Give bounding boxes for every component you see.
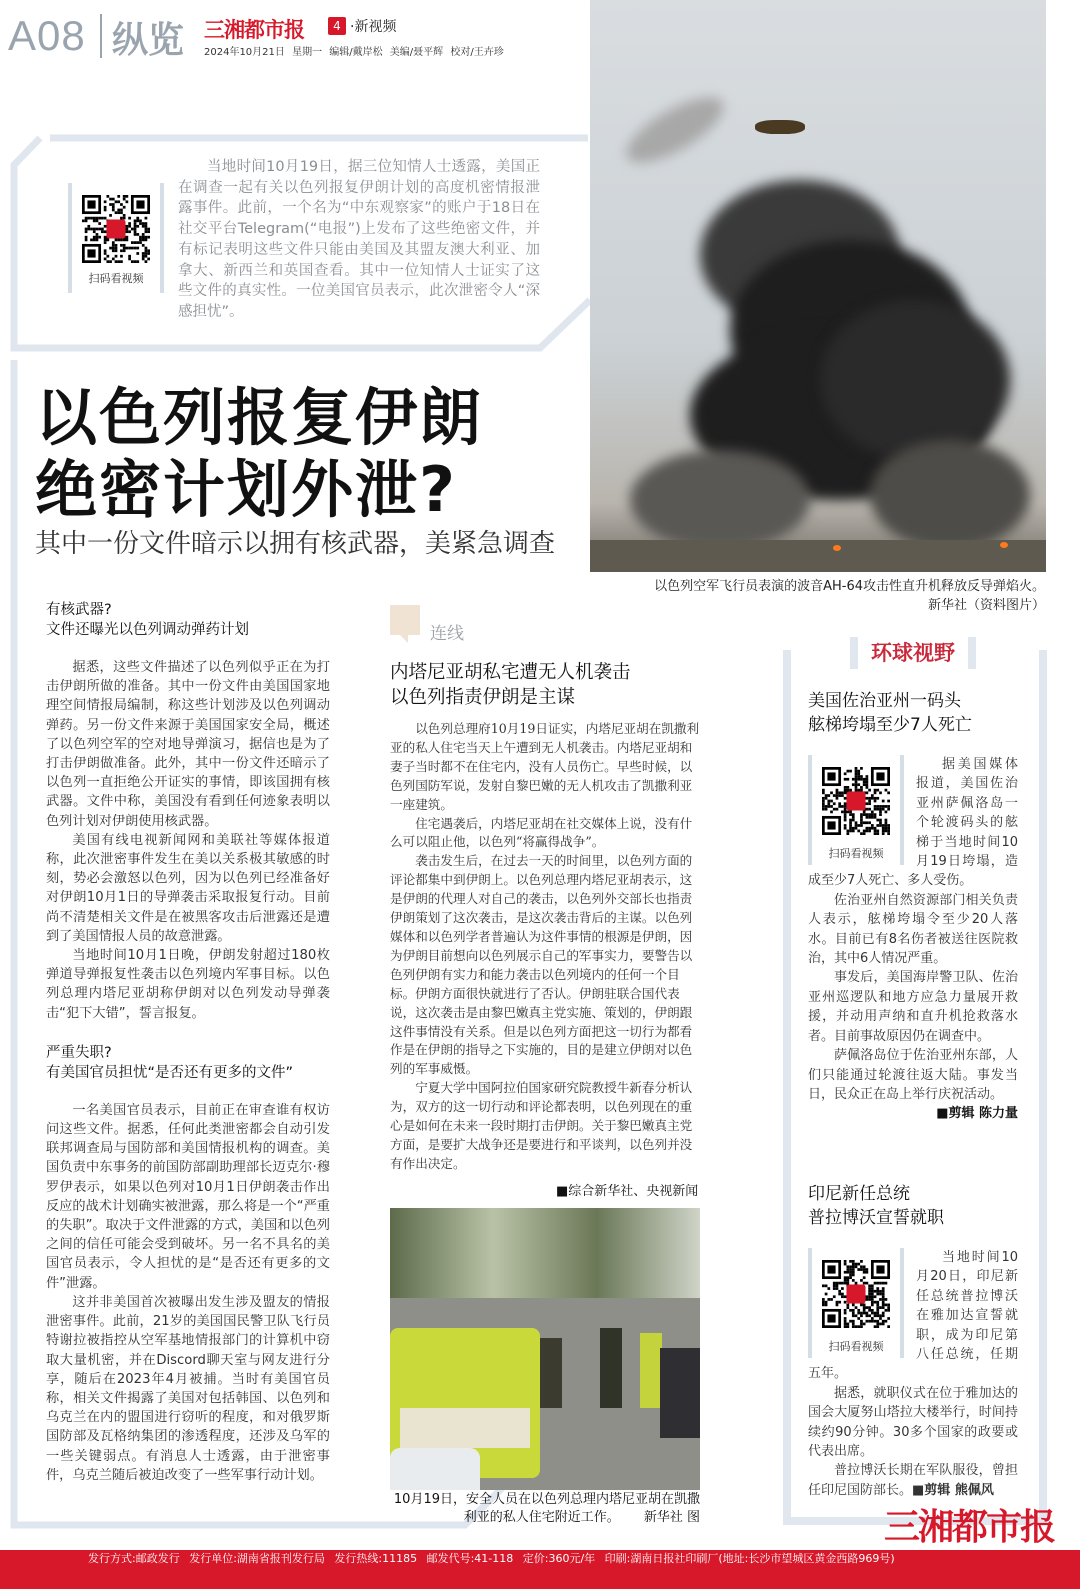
paragraph: 以色列总理府10月19日证实，内塔尼亚胡在凯撒利亚的私人住宅当天上午遭到无人机袭击。内塔尼亚胡和妻子当时都不在住宅内，没有人员伤亡。早些时候，以色列国防军说，发射自黎巴嫩的无人机攻击了凯撒利亚一座建筑。 [390, 721, 700, 812]
paragraph: 佐治亚州自然资源部门相关负责人表示，舷梯垮塌令至少20人落水。目前已有8名伤者被送往医院救治，其中6人情况严重。 [808, 892, 1018, 967]
story-title-line: 美国佐治亚州一码头 [808, 691, 961, 711]
story-title-line: 舷梯垮塌至少7人死亡 [808, 714, 972, 735]
paragraph: 宁夏大学中国阿拉伯国家研究院教授牛新春分析认为，双方的这一切行动和评论都表明，以色列现在的重心是如何在未来一段时期打击伊朗。关于黎巴嫩真主党方面，是要扩大战争还是要进行和平谈判，以色列并没有作出决定。 [390, 1080, 693, 1171]
world-story-1 [808, 690, 1018, 1124]
publication-info-bar: 发行方式:邮政发行 发行单位:湖南省报刊发行局 发行热线:11185 邮发代号:41-118 定价:360元/年 印刷:湖南日报社印刷厂(地址:长沙市望城区黄金西路969号) [0, 1550, 1080, 1589]
subheadline: 其中一份文件暗示以拥有核武器，美紧急调查 [35, 529, 556, 559]
paragraph: 住宅遇袭后，内塔尼亚胡在社交媒体上说，没有什么可以阻止他，以色列“将赢得战争”。 [390, 815, 693, 850]
helicopter-flares-photo [590, 0, 1046, 572]
headline-line-2: 绝密计划外泄? [35, 453, 457, 526]
paragraph: 袭击发生后，在过去一天的时间里，以色列方面的评论都集中到伊朗上。以色列总理内塔尼亚胡表示，这是伊朗的代理人对自己的袭击，以色列外交部长也指责伊朗策划了这次袭击，是这次袭击背后的主谋。以色列媒体和以色列学者普遍认为这件事情的根源是伊朗，因为伊朗目前想向以色列展示自己的军事实力，要警告以色列伊朗有实力和能力袭击以色列境内的任何一个目标。伊朗方面很快就进行了否认。伊朗驻联合国代表说，这次袭击是由黎巴嫩真主党实施、策划的，伊朗跟这件事情没有关系。但是以色列方面把这一切行为都看作是在伊朗的指导之下实施的，目的是建立伊朗对以色列的军事威慑。 [390, 853, 693, 1077]
related-headline-line: 以色列指责伊朗是主谋 [390, 687, 576, 708]
lead-paragraph: 当地时间10月19日，据三位知情人士透露，美国正在调查一起有关以色列报复伊朗计划的高度机密情报泄露事件。此前，一个名为“中东观察家”的账户于18日在社交平台Telegram(“电报”)上发布了这些绝密文件，并有标记表明这些文件只能由美国及其盟友澳大利亚、加拿大、新西兰和英国查看。其中一位知情人士证实了这些文件的真实性。一位美国官员表示，此次泄密令人“深感担忧”。 [178, 159, 540, 320]
paragraph-text: 普拉博沃长期在军队服役，曾担任印尼国防部长。 [808, 1463, 1018, 1498]
video-brand: ·新视频 [350, 19, 397, 35]
top-photo-caption [600, 577, 1045, 615]
byline: ■剪辑 陈力量 [936, 1106, 1018, 1122]
source-credit: ■综合新华社、央视新闻 [556, 1184, 699, 1199]
section-name: 纵览 [112, 20, 185, 61]
qr-label: 扫码看视频 [828, 847, 884, 861]
related-headline [390, 660, 631, 710]
qr-code-icon [822, 1260, 890, 1328]
paragraph: 当地时间10月20日，印尼新任总统普拉博沃在雅加达宣誓就职，成为印尼第八任总统，任期五年。 [808, 1250, 1018, 1382]
paragraph: 事发后，美国海岸警卫队、佐治亚州巡逻队和地方应急力量展开救援，并动用声纳和直升机抢救落水者。目前事故原因仍在调查中。 [808, 970, 1018, 1044]
section-heading [46, 600, 330, 640]
story-2-qr-block[interactable] [808, 1248, 904, 1358]
qr-code-icon [82, 195, 150, 263]
story-1-qr-block[interactable] [808, 755, 904, 865]
byline: ■剪辑 熊佩风 [912, 1482, 994, 1498]
lead-qr-block[interactable] [68, 183, 164, 293]
speech-bubble-icon [390, 605, 420, 635]
story-title [808, 1183, 1018, 1230]
helicopter [755, 120, 805, 134]
paragraph: 据悉，就职仪式在位于雅加达的国会大厦努山塔拉大楼举行，时间持续约90分钟。30多个国家的政要或代表出席。 [808, 1385, 1018, 1460]
related-tag: 连线 [430, 624, 464, 644]
paragraph: 当地时间10月1日晚，伊朗发射超过180枚弹道导弹报复性袭击以色列境内军事目标。以色列总理内塔尼亚胡称伊朗对以色列发动导弹袭击“犯下大错”，誓言报复。 [46, 948, 330, 1021]
paragraph: 一名美国官员表示，目前正在审查谁有权访问这些文件。据悉，任何此类泄密都会自动引发联邦调查局与国防部和美国情报机构的调查。美国负责中东事务的前国防部副助理部长迈克尔·穆罗伊表示，如果以色列对10月1日伊朗袭击作出反应的战术计划确实被泄露，那么将是一个“严重的失职”。取决于文件泄露的方式，美国和以色列之间的信任可能会受到破坏。另一名不具名的美国官员表示，令人担忧的是“是否还有更多的文件”泄露。 [46, 1102, 330, 1291]
main-headline [35, 382, 483, 526]
qr-label: 扫码看视频 [88, 272, 144, 285]
qr-frame [68, 183, 164, 293]
dateline: 2024年10月21日 星期一 编辑/戴岸松 美编/聂平辉 校对/王卉珍 [204, 47, 504, 58]
middle-article-column [390, 720, 700, 1174]
story-title [808, 690, 1018, 737]
world-story-2 [808, 1183, 1018, 1500]
qr-frame [808, 755, 904, 865]
video-app-icon: 4 [328, 17, 346, 35]
footer-newspaper-logo: 三湘都市报 [884, 1507, 1055, 1548]
page-number: A08 [8, 12, 86, 59]
paragraph: 这并非美国首次被曝出发生涉及盟友的情报泄密事件。此前，21岁的美国国民警卫队飞行员特谢拉被指控从空军基地情报部门的计算机中窃取大量机密，并在Discord聊天室与网友进行分享，随后在2023年4月被捕。当时有美国官员称，相关文件揭露了美国对包括韩国、以色列和乌克兰在内的盟国进行窃听的程度，和对俄罗斯国防部及瓦格纳集团的渗透程度，还涉及乌军的一些关键弱点。有消息人士透露，由于泄密事件，乌克兰随后被迫改变了一些军事行动计划。 [46, 1294, 330, 1483]
paragraph: 萨佩洛岛位于佐治亚州东部，人们只能通过轮渡往返大陆。事发当日，民众正在岛上举行庆祝活动。 [808, 1048, 1018, 1102]
qr-label: 扫码看视频 [828, 1340, 884, 1354]
headline-line-1: 以色列报复伊朗 [35, 381, 484, 454]
speech-bubble-tail [398, 633, 408, 643]
section-heading-line: 有美国官员担忧“是否还有更多的文件” [46, 1064, 294, 1081]
related-headline-line: 内塔尼亚胡私宅遭无人机袭击 [390, 662, 631, 683]
bottom-photo-caption [390, 1491, 700, 1527]
paragraph: 美国有线电视新闻网和美联社等媒体报道称，此次泄密事件发生在美以关系极其敏感的时刻，势必会激怒以色列，因为以色列已经准备好对伊朗10月1日的导弹袭击采取报复行动。目前尚不清楚相关文件是在被黑客攻击后泄露还是遭到了美国情报人员的故意泄露。 [46, 832, 330, 944]
section-heading-line: 严重失职? [46, 1044, 112, 1061]
caption-text: 以色列空军飞行员表演的波音AH-64攻击性直升机释放反导弹焰火。 [654, 579, 1045, 594]
story-title-line: 普拉博沃宣誓就职 [808, 1207, 944, 1228]
caption-text: 10月19日，安全人员在以色列总理内塔尼亚胡在凯撒利亚的私人住宅附近工作。 [393, 1492, 700, 1525]
paragraph [808, 1461, 1018, 1500]
paragraph: 据美国媒体报道，美国佐治亚州萨佩洛岛一个轮渡码头的舷梯于当地时间10月19日垮塌，造成至少7人死亡、多人受伤。 [808, 757, 1018, 889]
story-title-line: 印尼新任总统 [808, 1184, 910, 1204]
paragraph: 据悉，这些文件描述了以色列似乎正在为打击伊朗所做的准备。其中一份文件由美国国家地理空间情报局编制，称这些计划涉及以色列调动弹药。另一份文件来源于美国国家安全局，概述了以色列空军的空对地导弹演习，据信也是为了打击伊朗做准备。此外，其中一份文件还暗示了以色列一直拒绝公开证实的事情，即该国拥有核武器。文件中称，美国没有看到任何迹象表明以色列计划对伊朗使用核武器。 [46, 660, 330, 829]
caption-credit: 新华社 图 [643, 1510, 700, 1525]
section-heading-line: 文件还曝光以色列调动弹药计划 [46, 622, 249, 638]
section-heading [46, 1043, 330, 1083]
caption-credit: 新华社（资料图片） [927, 598, 1045, 613]
security-personnel-photo [390, 1208, 700, 1490]
left-article-column [46, 600, 330, 1485]
newspaper-logo: 三湘都市报 [204, 18, 304, 42]
qr-code-icon [822, 767, 890, 835]
world-news-tab: 环球视野 [850, 637, 976, 669]
section-heading-line: 有核武器? [46, 602, 112, 618]
header-divider [100, 14, 102, 58]
qr-frame [808, 1248, 904, 1358]
